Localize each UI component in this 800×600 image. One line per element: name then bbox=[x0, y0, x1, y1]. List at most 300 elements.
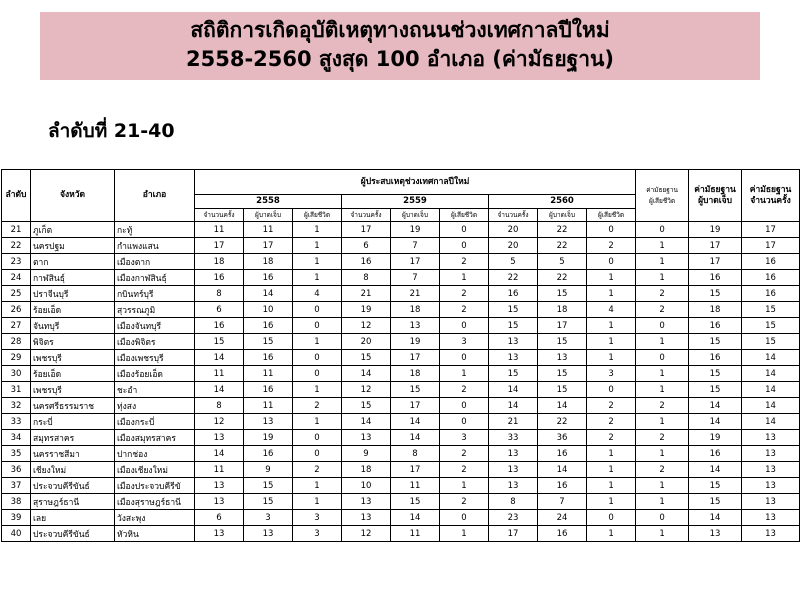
cell-count-2559: 18 bbox=[342, 462, 391, 478]
cell-deaths-2558: 3 bbox=[293, 526, 342, 542]
cell-district: ทุ่งสง bbox=[115, 398, 195, 414]
cell-district: ปากช่อง bbox=[115, 446, 195, 462]
cell-median-deaths: 2 bbox=[636, 430, 689, 446]
cell-count-2559: 20 bbox=[342, 334, 391, 350]
cell-rank: 36 bbox=[2, 462, 31, 478]
table-row bbox=[2, 430, 800, 446]
cell-count-2559: 13 bbox=[342, 510, 391, 526]
cell-injured-2559: 14 bbox=[391, 430, 440, 446]
header-count-2560: จำนวนครั้ง bbox=[489, 209, 538, 222]
cell-count-2560: 33 bbox=[489, 430, 538, 446]
header-median-count-line1: ค่ามัธยฐาน bbox=[749, 184, 792, 195]
cell-injured-2558: 18 bbox=[244, 254, 293, 270]
cell-district: เมืองกาฬสินธุ์ bbox=[115, 270, 195, 286]
cell-district: หัวหิน bbox=[115, 526, 195, 542]
cell-median-count: 13 bbox=[742, 462, 800, 478]
cell-rank: 35 bbox=[2, 446, 31, 462]
cell-province: จันทบุรี bbox=[31, 318, 115, 334]
header-rank: ลำดับ bbox=[2, 170, 31, 222]
table-row bbox=[2, 510, 800, 526]
cell-median-injured: 16 bbox=[689, 270, 742, 286]
cell-deaths-2560: 0 bbox=[587, 254, 636, 270]
cell-deaths-2560: 1 bbox=[587, 318, 636, 334]
cell-district: เมืองตาก bbox=[115, 254, 195, 270]
header-median-deaths-line1: ค่ามัธยฐาน bbox=[646, 185, 678, 194]
cell-deaths-2558: 2 bbox=[293, 462, 342, 478]
cell-injured-2558: 11 bbox=[244, 222, 293, 238]
cell-deaths-2559: 1 bbox=[440, 526, 489, 542]
cell-median-count: 15 bbox=[742, 318, 800, 334]
cell-median-count: 13 bbox=[742, 478, 800, 494]
cell-count-2558: 16 bbox=[195, 318, 244, 334]
cell-median-injured: 15 bbox=[689, 366, 742, 382]
cell-count-2559: 13 bbox=[342, 430, 391, 446]
cell-injured-2560: 24 bbox=[538, 510, 587, 526]
cell-rank: 33 bbox=[2, 414, 31, 430]
cell-injured-2559: 11 bbox=[391, 526, 440, 542]
cell-median-injured: 19 bbox=[689, 430, 742, 446]
table-row bbox=[2, 446, 800, 462]
cell-injured-2558: 15 bbox=[244, 478, 293, 494]
table-row bbox=[2, 398, 800, 414]
cell-injured-2559: 17 bbox=[391, 398, 440, 414]
header-median-count bbox=[742, 170, 800, 222]
cell-injured-2558: 19 bbox=[244, 430, 293, 446]
cell-median-injured: 15 bbox=[689, 334, 742, 350]
cell-injured-2558: 13 bbox=[244, 414, 293, 430]
cell-count-2559: 17 bbox=[342, 222, 391, 238]
cell-injured-2558: 11 bbox=[244, 398, 293, 414]
cell-district: กบินทร์บุรี bbox=[115, 286, 195, 302]
cell-deaths-2560: 0 bbox=[587, 510, 636, 526]
cell-count-2560: 8 bbox=[489, 494, 538, 510]
cell-median-injured: 14 bbox=[689, 510, 742, 526]
title-line-2: 2558-2560 สูงสุด 100 อำเภอ (ค่ามัธยฐาน) bbox=[186, 47, 614, 71]
cell-count-2560: 13 bbox=[489, 350, 538, 366]
cell-injured-2559: 15 bbox=[391, 494, 440, 510]
cell-median-injured: 19 bbox=[689, 222, 742, 238]
cell-injured-2559: 7 bbox=[391, 270, 440, 286]
cell-rank: 31 bbox=[2, 382, 31, 398]
cell-injured-2559: 19 bbox=[391, 222, 440, 238]
cell-province: เพชรบุรี bbox=[31, 382, 115, 398]
cell-injured-2559: 14 bbox=[391, 414, 440, 430]
cell-median-deaths: 1 bbox=[636, 254, 689, 270]
cell-median-deaths: 1 bbox=[636, 414, 689, 430]
cell-median-count: 14 bbox=[742, 350, 800, 366]
cell-count-2558: 11 bbox=[195, 366, 244, 382]
header-deaths-2560: ผู้เสียชีวิต bbox=[587, 209, 636, 222]
cell-deaths-2559: 1 bbox=[440, 270, 489, 286]
title-line-1: สถิติการเกิดอุบัติเหตุทางถนนช่วงเทศกาลปีใหม่ bbox=[190, 18, 610, 42]
header-injured-2559: ผู้บาดเจ็บ bbox=[391, 209, 440, 222]
cell-median-deaths: 1 bbox=[636, 446, 689, 462]
cell-deaths-2558: 1 bbox=[293, 222, 342, 238]
cell-deaths-2558: 1 bbox=[293, 382, 342, 398]
cell-deaths-2560: 1 bbox=[587, 526, 636, 542]
cell-province: นครปฐม bbox=[31, 238, 115, 254]
table-row bbox=[2, 462, 800, 478]
cell-injured-2560: 18 bbox=[538, 302, 587, 318]
cell-injured-2559: 8 bbox=[391, 446, 440, 462]
table-row bbox=[2, 334, 800, 350]
cell-count-2558: 11 bbox=[195, 222, 244, 238]
table-row bbox=[2, 414, 800, 430]
cell-count-2559: 8 bbox=[342, 270, 391, 286]
cell-median-count: 15 bbox=[742, 334, 800, 350]
cell-median-count: 13 bbox=[742, 446, 800, 462]
header-deaths-2558: ผู้เสียชีวิต bbox=[293, 209, 342, 222]
cell-median-deaths: 1 bbox=[636, 366, 689, 382]
cell-deaths-2558: 1 bbox=[293, 494, 342, 510]
cell-deaths-2559: 2 bbox=[440, 382, 489, 398]
cell-deaths-2560: 1 bbox=[587, 270, 636, 286]
cell-district: เมืองพิจิตร bbox=[115, 334, 195, 350]
cell-deaths-2560: 0 bbox=[587, 382, 636, 398]
cell-median-deaths: 1 bbox=[636, 494, 689, 510]
cell-rank: 39 bbox=[2, 510, 31, 526]
cell-count-2558: 13 bbox=[195, 478, 244, 494]
cell-median-deaths: 1 bbox=[636, 238, 689, 254]
cell-count-2559: 6 bbox=[342, 238, 391, 254]
cell-deaths-2559: 0 bbox=[440, 222, 489, 238]
cell-count-2559: 21 bbox=[342, 286, 391, 302]
cell-injured-2559: 11 bbox=[391, 478, 440, 494]
cell-injured-2559: 15 bbox=[391, 382, 440, 398]
cell-province: ร้อยเอ็ด bbox=[31, 366, 115, 382]
cell-median-deaths: 1 bbox=[636, 526, 689, 542]
cell-injured-2558: 15 bbox=[244, 334, 293, 350]
cell-count-2560: 16 bbox=[489, 286, 538, 302]
cell-median-count: 16 bbox=[742, 286, 800, 302]
cell-median-count: 14 bbox=[742, 414, 800, 430]
cell-injured-2559: 14 bbox=[391, 510, 440, 526]
cell-deaths-2558: 4 bbox=[293, 286, 342, 302]
cell-median-injured: 15 bbox=[689, 382, 742, 398]
cell-deaths-2560: 1 bbox=[587, 334, 636, 350]
cell-province: ประจวบคีรีขันธ์ bbox=[31, 526, 115, 542]
cell-injured-2560: 13 bbox=[538, 350, 587, 366]
header-median-injured-line2: ผู้บาดเจ็บ bbox=[698, 195, 733, 206]
cell-count-2558: 13 bbox=[195, 526, 244, 542]
header-median-deaths bbox=[636, 170, 689, 222]
header-median-count-line2: จำนวนครั้ง bbox=[750, 195, 791, 206]
cell-district: เมืองร้อยเอ็ด bbox=[115, 366, 195, 382]
header-median-injured-line1: ค่ามัธยฐาน bbox=[694, 184, 736, 195]
cell-injured-2559: 17 bbox=[391, 254, 440, 270]
cell-deaths-2560: 1 bbox=[587, 462, 636, 478]
cell-district: เมืองประจวบคีรีขั bbox=[115, 478, 195, 494]
cell-median-injured: 17 bbox=[689, 254, 742, 270]
cell-province: ภูเก็ต bbox=[31, 222, 115, 238]
cell-injured-2558: 15 bbox=[244, 494, 293, 510]
cell-rank: 34 bbox=[2, 430, 31, 446]
table-row bbox=[2, 318, 800, 334]
cell-injured-2560: 22 bbox=[538, 238, 587, 254]
cell-median-injured: 14 bbox=[689, 462, 742, 478]
cell-injured-2560: 22 bbox=[538, 414, 587, 430]
cell-injured-2560: 7 bbox=[538, 494, 587, 510]
cell-injured-2560: 36 bbox=[538, 430, 587, 446]
cell-deaths-2559: 2 bbox=[440, 302, 489, 318]
cell-injured-2560: 16 bbox=[538, 478, 587, 494]
cell-count-2560: 21 bbox=[489, 414, 538, 430]
table-row bbox=[2, 254, 800, 270]
cell-injured-2559: 18 bbox=[391, 302, 440, 318]
cell-count-2558: 16 bbox=[195, 270, 244, 286]
cell-deaths-2560: 1 bbox=[587, 350, 636, 366]
cell-median-count: 16 bbox=[742, 254, 800, 270]
cell-rank: 24 bbox=[2, 270, 31, 286]
cell-count-2560: 20 bbox=[489, 222, 538, 238]
cell-median-count: 16 bbox=[742, 270, 800, 286]
cell-deaths-2560: 1 bbox=[587, 286, 636, 302]
cell-province: ประจวบคีรีขันธ์ bbox=[31, 478, 115, 494]
cell-deaths-2560: 4 bbox=[587, 302, 636, 318]
cell-count-2560: 15 bbox=[489, 318, 538, 334]
cell-province: กระบี่ bbox=[31, 414, 115, 430]
cell-count-2560: 13 bbox=[489, 446, 538, 462]
cell-injured-2559: 17 bbox=[391, 350, 440, 366]
cell-deaths-2559: 0 bbox=[440, 238, 489, 254]
cell-province: ร้อยเอ็ด bbox=[31, 302, 115, 318]
cell-injured-2558: 3 bbox=[244, 510, 293, 526]
cell-province: ตาก bbox=[31, 254, 115, 270]
cell-count-2559: 15 bbox=[342, 398, 391, 414]
cell-count-2560: 17 bbox=[489, 526, 538, 542]
cell-median-count: 13 bbox=[742, 494, 800, 510]
header-count-2559: จำนวนครั้ง bbox=[342, 209, 391, 222]
cell-deaths-2558: 0 bbox=[293, 446, 342, 462]
cell-deaths-2558: 0 bbox=[293, 302, 342, 318]
cell-deaths-2558: 1 bbox=[293, 478, 342, 494]
cell-rank: 30 bbox=[2, 366, 31, 382]
cell-injured-2558: 16 bbox=[244, 270, 293, 286]
cell-count-2559: 16 bbox=[342, 254, 391, 270]
cell-count-2558: 18 bbox=[195, 254, 244, 270]
cell-count-2559: 14 bbox=[342, 414, 391, 430]
cell-deaths-2559: 3 bbox=[440, 430, 489, 446]
cell-count-2558: 15 bbox=[195, 334, 244, 350]
cell-median-injured: 13 bbox=[689, 526, 742, 542]
cell-injured-2558: 13 bbox=[244, 526, 293, 542]
cell-count-2558: 6 bbox=[195, 510, 244, 526]
cell-district: วังสะพุง bbox=[115, 510, 195, 526]
cell-injured-2558: 16 bbox=[244, 318, 293, 334]
cell-deaths-2558: 0 bbox=[293, 366, 342, 382]
cell-province: ปราจีนบุรี bbox=[31, 286, 115, 302]
cell-injured-2560: 15 bbox=[538, 334, 587, 350]
cell-province: นครราชสีมา bbox=[31, 446, 115, 462]
table-row bbox=[2, 478, 800, 494]
cell-deaths-2560: 2 bbox=[587, 414, 636, 430]
cell-deaths-2560: 1 bbox=[587, 494, 636, 510]
cell-median-injured: 17 bbox=[689, 238, 742, 254]
cell-deaths-2558: 1 bbox=[293, 414, 342, 430]
cell-injured-2559: 13 bbox=[391, 318, 440, 334]
cell-injured-2558: 14 bbox=[244, 286, 293, 302]
cell-median-deaths: 2 bbox=[636, 286, 689, 302]
cell-injured-2559: 18 bbox=[391, 366, 440, 382]
cell-count-2559: 15 bbox=[342, 350, 391, 366]
cell-deaths-2559: 0 bbox=[440, 350, 489, 366]
cell-injured-2558: 10 bbox=[244, 302, 293, 318]
cell-province: สุราษฎร์ธานี bbox=[31, 494, 115, 510]
cell-injured-2559: 21 bbox=[391, 286, 440, 302]
header-year-2558: 2558 bbox=[195, 195, 342, 209]
cell-count-2560: 22 bbox=[489, 270, 538, 286]
cell-count-2558: 14 bbox=[195, 446, 244, 462]
header-province: จังหวัด bbox=[31, 170, 115, 222]
cell-injured-2559: 7 bbox=[391, 238, 440, 254]
cell-province: เลย bbox=[31, 510, 115, 526]
header-deaths-2559: ผู้เสียชีวิต bbox=[440, 209, 489, 222]
cell-deaths-2560: 1 bbox=[587, 446, 636, 462]
cell-median-deaths: 1 bbox=[636, 270, 689, 286]
cell-count-2560: 23 bbox=[489, 510, 538, 526]
cell-deaths-2558: 1 bbox=[293, 254, 342, 270]
cell-median-count: 13 bbox=[742, 430, 800, 446]
cell-median-deaths: 1 bbox=[636, 382, 689, 398]
cell-deaths-2559: 0 bbox=[440, 414, 489, 430]
cell-rank: 21 bbox=[2, 222, 31, 238]
cell-count-2558: 14 bbox=[195, 382, 244, 398]
cell-median-injured: 16 bbox=[689, 318, 742, 334]
cell-deaths-2559: 2 bbox=[440, 254, 489, 270]
cell-deaths-2559: 0 bbox=[440, 398, 489, 414]
cell-count-2560: 5 bbox=[489, 254, 538, 270]
cell-injured-2559: 19 bbox=[391, 334, 440, 350]
cell-deaths-2558: 0 bbox=[293, 430, 342, 446]
cell-count-2559: 19 bbox=[342, 302, 391, 318]
cell-rank: 40 bbox=[2, 526, 31, 542]
cell-injured-2558: 9 bbox=[244, 462, 293, 478]
cell-district: เมืองจันทบุรี bbox=[115, 318, 195, 334]
cell-median-deaths: 0 bbox=[636, 510, 689, 526]
header-group: ผู้ประสบเหตุช่วงเทศกาลปีใหม่ bbox=[195, 170, 636, 195]
cell-count-2560: 15 bbox=[489, 366, 538, 382]
cell-injured-2560: 22 bbox=[538, 222, 587, 238]
cell-injured-2560: 17 bbox=[538, 318, 587, 334]
cell-median-deaths: 2 bbox=[636, 398, 689, 414]
cell-district: กะทู้ bbox=[115, 222, 195, 238]
header-count-2558: จำนวนครั้ง bbox=[195, 209, 244, 222]
cell-count-2558: 17 bbox=[195, 238, 244, 254]
cell-province: พิจิตร bbox=[31, 334, 115, 350]
cell-median-count: 15 bbox=[742, 302, 800, 318]
header-injured-2558: ผู้บาดเจ็บ bbox=[244, 209, 293, 222]
table-row bbox=[2, 302, 800, 318]
cell-deaths-2560: 2 bbox=[587, 238, 636, 254]
header-district: อำเภอ bbox=[115, 170, 195, 222]
cell-injured-2560: 15 bbox=[538, 382, 587, 398]
cell-deaths-2558: 3 bbox=[293, 510, 342, 526]
table-row bbox=[2, 270, 800, 286]
header-year-2559: 2559 bbox=[342, 195, 489, 209]
cell-rank: 23 bbox=[2, 254, 31, 270]
cell-count-2558: 13 bbox=[195, 494, 244, 510]
header-median-injured bbox=[689, 170, 742, 222]
cell-median-deaths: 1 bbox=[636, 478, 689, 494]
table-row bbox=[2, 350, 800, 366]
table-row bbox=[2, 366, 800, 382]
cell-injured-2560: 14 bbox=[538, 462, 587, 478]
cell-injured-2559: 17 bbox=[391, 462, 440, 478]
table-body bbox=[2, 222, 800, 542]
cell-district: กำแพงแสน bbox=[115, 238, 195, 254]
table-row bbox=[2, 286, 800, 302]
title-banner bbox=[40, 12, 760, 80]
cell-district: เมืองกระบี่ bbox=[115, 414, 195, 430]
table-row bbox=[2, 494, 800, 510]
cell-median-deaths: 1 bbox=[636, 334, 689, 350]
cell-deaths-2559: 2 bbox=[440, 286, 489, 302]
cell-deaths-2558: 1 bbox=[293, 334, 342, 350]
cell-deaths-2558: 2 bbox=[293, 398, 342, 414]
cell-province: เชียงใหม่ bbox=[31, 462, 115, 478]
cell-injured-2560: 15 bbox=[538, 286, 587, 302]
cell-median-count: 13 bbox=[742, 526, 800, 542]
cell-injured-2560: 5 bbox=[538, 254, 587, 270]
cell-median-injured: 15 bbox=[689, 286, 742, 302]
header-injured-2560: ผู้บาดเจ็บ bbox=[538, 209, 587, 222]
cell-deaths-2560: 0 bbox=[587, 222, 636, 238]
cell-deaths-2559: 1 bbox=[440, 478, 489, 494]
cell-injured-2560: 15 bbox=[538, 366, 587, 382]
cell-median-count: 17 bbox=[742, 222, 800, 238]
cell-deaths-2560: 2 bbox=[587, 430, 636, 446]
cell-median-count: 17 bbox=[742, 238, 800, 254]
cell-median-injured: 14 bbox=[689, 414, 742, 430]
cell-province: เพชรบุรี bbox=[31, 350, 115, 366]
cell-rank: 37 bbox=[2, 478, 31, 494]
cell-injured-2558: 11 bbox=[244, 366, 293, 382]
cell-median-count: 14 bbox=[742, 398, 800, 414]
cell-median-count: 14 bbox=[742, 366, 800, 382]
cell-province: นครศรีธรรมราช bbox=[31, 398, 115, 414]
cell-median-injured: 16 bbox=[689, 350, 742, 366]
cell-district: เมืองสมุทรสาคร bbox=[115, 430, 195, 446]
cell-rank: 26 bbox=[2, 302, 31, 318]
cell-injured-2558: 16 bbox=[244, 446, 293, 462]
cell-count-2560: 13 bbox=[489, 462, 538, 478]
cell-deaths-2559: 0 bbox=[440, 510, 489, 526]
table-row bbox=[2, 382, 800, 398]
cell-rank: 28 bbox=[2, 334, 31, 350]
cell-rank: 27 bbox=[2, 318, 31, 334]
cell-count-2558: 12 bbox=[195, 414, 244, 430]
cell-count-2560: 14 bbox=[489, 398, 538, 414]
cell-count-2558: 14 bbox=[195, 350, 244, 366]
cell-district: เมืองสุราษฎร์ธานี bbox=[115, 494, 195, 510]
cell-count-2559: 9 bbox=[342, 446, 391, 462]
cell-injured-2560: 16 bbox=[538, 446, 587, 462]
cell-median-deaths: 0 bbox=[636, 350, 689, 366]
cell-median-injured: 15 bbox=[689, 494, 742, 510]
cell-injured-2560: 16 bbox=[538, 526, 587, 542]
cell-deaths-2559: 3 bbox=[440, 334, 489, 350]
cell-district: ชะอำ bbox=[115, 382, 195, 398]
cell-injured-2560: 22 bbox=[538, 270, 587, 286]
cell-count-2559: 10 bbox=[342, 478, 391, 494]
table-row bbox=[2, 238, 800, 254]
cell-rank: 25 bbox=[2, 286, 31, 302]
cell-count-2560: 14 bbox=[489, 382, 538, 398]
cell-count-2559: 13 bbox=[342, 494, 391, 510]
cell-deaths-2560: 3 bbox=[587, 366, 636, 382]
cell-count-2558: 6 bbox=[195, 302, 244, 318]
cell-median-deaths: 0 bbox=[636, 222, 689, 238]
